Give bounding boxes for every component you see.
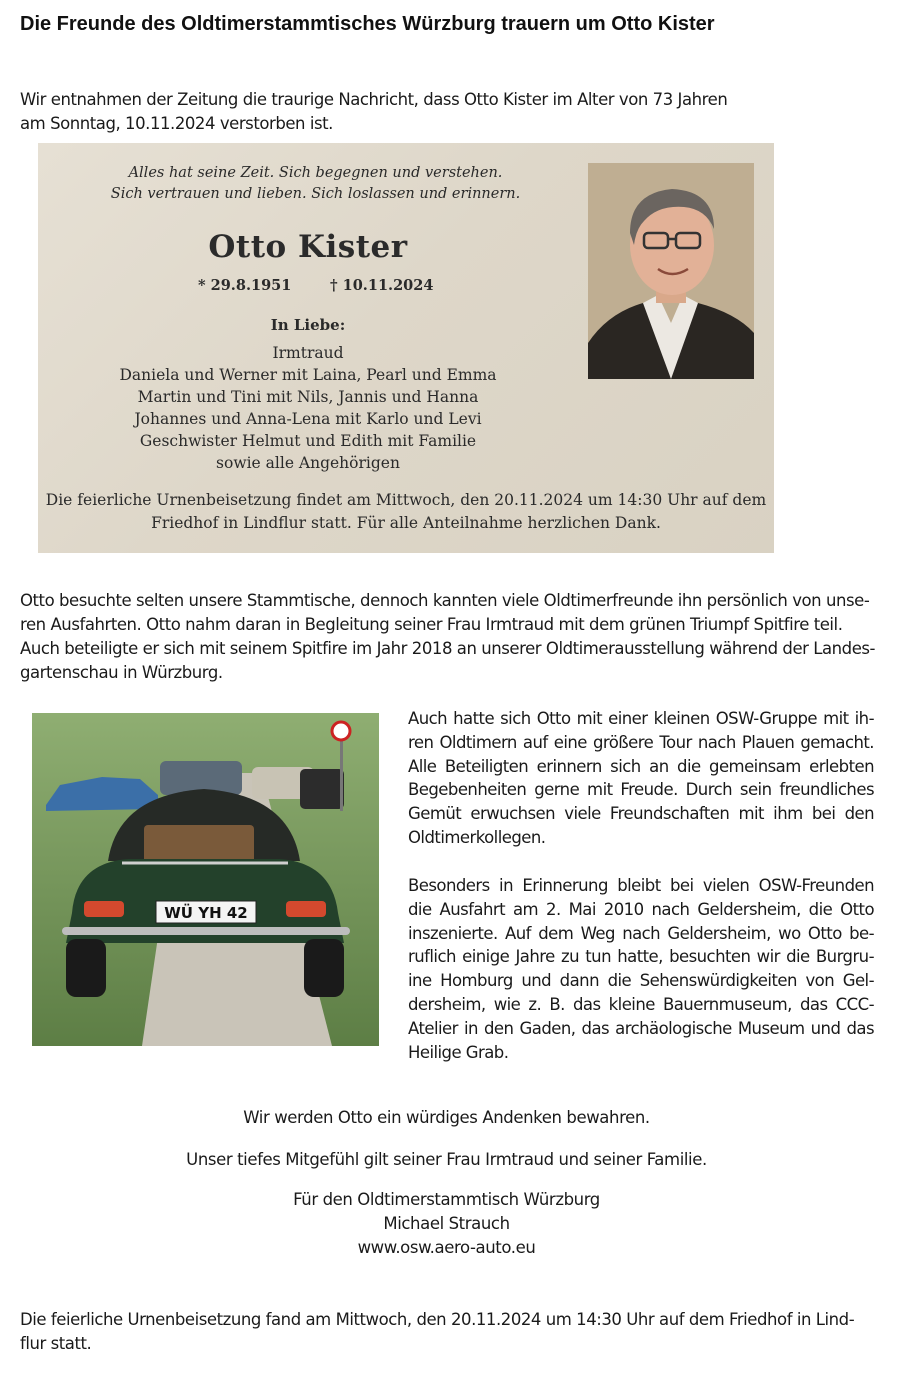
closing-line: Wir werden Otto ein würdiges Andenken bewahren. bbox=[243, 1108, 650, 1127]
signature-block bbox=[0, 1188, 893, 1260]
side-line: Gemüt erwuchsen viele Freundschaften mit ihm bei den bbox=[408, 804, 874, 824]
mourner-line: Geschwister Helmut und Edith mit Familie bbox=[139, 432, 477, 450]
body-paragraph-1 bbox=[20, 589, 880, 685]
funeral-notice bbox=[38, 489, 774, 535]
side-line: die Ausfahrt am 2. Mai 2010 nach Geldersheim, die Otto bbox=[408, 899, 874, 919]
side-line: dersheim, wie z. B. das kleine Bauernmuseum, das CCC- bbox=[408, 994, 874, 1014]
side-line: ruflich einige Jahre zu tun hatte, besuchten wir die Burgru- bbox=[408, 947, 874, 967]
side-paragraph-1 bbox=[408, 707, 874, 850]
body-line: Otto besuchte selten unsere Stammtische, dennoch kannten viele Oldtimerfreunde ihn persönlich von unse- bbox=[20, 591, 870, 610]
website-link[interactable]: www.osw.aero-auto.eu bbox=[357, 1238, 536, 1257]
mourners-list bbox=[38, 342, 578, 474]
side-line: Atelier in den Gaden, das archäologische Museum und das bbox=[408, 1018, 874, 1038]
intro-paragraph bbox=[20, 88, 780, 136]
in-liebe-heading: In Liebe: bbox=[270, 316, 346, 334]
notice-line: Die feierliche Urnenbeisetzung findet am Mittwoch, den 20.11.2024 um 14:30 Uhr auf dem bbox=[45, 491, 767, 509]
side-line: Oldtimerkollegen. bbox=[408, 827, 546, 847]
death-date: † 10.11.2024 bbox=[330, 277, 434, 294]
mourner-line: Irmtraud bbox=[272, 344, 344, 362]
car-illustration bbox=[32, 713, 379, 1046]
mourner-line: sowie alle Angehörigen bbox=[216, 454, 400, 472]
body-line: ren Ausfahrten. Otto nahm daran in Begleitung seiner Frau Irmtraud mit dem grünen Triumpf Spitfire teil. bbox=[20, 615, 843, 634]
side-line: Alle Beteiligten erinnern sich an die gemeinsam erlebten bbox=[408, 756, 874, 776]
side-line: Heilige Grab. bbox=[408, 1042, 509, 1062]
mourner-line: Martin und Tini mit Nils, Jannis und Hanna bbox=[137, 388, 479, 406]
side-paragraph-2 bbox=[408, 874, 874, 1064]
body-line: gartenschau in Würzburg. bbox=[20, 663, 223, 682]
license-plate-text: WÜ YH 42 bbox=[164, 904, 248, 922]
final-notice bbox=[20, 1308, 880, 1356]
mourner-line: Johannes und Anna-Lena mit Karlo und Levi bbox=[134, 410, 482, 428]
signature-org: Für den Oldtimerstammtisch Würzburg bbox=[293, 1190, 600, 1209]
side-line: Begebenheiten gerne mit Freude. Durch sein freundliches bbox=[408, 780, 874, 800]
mourner-line: Daniela und Werner mit Laina, Pearl und Emma bbox=[119, 366, 497, 384]
side-line: ren Oldtimern auf eine größere Tour nach Plauen gemacht. bbox=[408, 732, 874, 752]
side-line: Besonders in Erinnerung bleibt bei vielen OSW-Freunden bbox=[408, 876, 874, 895]
portrait-photo bbox=[588, 163, 754, 379]
spitfire-car-photo bbox=[32, 713, 379, 1046]
motto-line: Alles hat seine Zeit. Sich begegnen und verstehen. bbox=[128, 165, 503, 181]
obituary-name: Otto Kister bbox=[208, 229, 408, 265]
intro-line: am Sonntag, 10.11.2024 verstorben ist. bbox=[20, 114, 333, 133]
motto-line: Sich vertrauen und lieben. Sich loslassen und erinnern. bbox=[110, 186, 521, 202]
intro-line: Wir entnahmen der Zeitung die traurige Nachricht, dass Otto Kister im Alter von 73 Jahren bbox=[20, 90, 728, 109]
notice-line: Friedhof in Lindflur statt. Für alle Anteilnahme herzlichen Dank. bbox=[151, 514, 661, 532]
signature-name: Michael Strauch bbox=[383, 1214, 510, 1233]
body-line: Auch beteiligte er sich mit seinem Spitfire im Jahr 2018 an unserer Oldtimerausstellung während der Landes- bbox=[20, 639, 876, 658]
final-line: flur statt. bbox=[20, 1334, 92, 1353]
obituary-motto bbox=[38, 163, 593, 205]
side-line: inszenierte. Auf dem Weg nach Geldersheim, wo Otto be- bbox=[408, 923, 874, 943]
birth-date: * 29.8.1951 bbox=[198, 277, 292, 294]
final-line: Die feierliche Urnenbeisetzung fand am Mittwoch, den 20.11.2024 um 14:30 Uhr auf dem Friedhof in Lind- bbox=[20, 1310, 855, 1329]
side-line: Auch hatte sich Otto mit einer kleinen OSW-Gruppe mit ih- bbox=[408, 709, 874, 728]
side-line: ine Homburg und dann die Sehenswürdigkeiten von Gel- bbox=[408, 971, 874, 991]
portrait-illustration bbox=[588, 163, 754, 379]
page-title: Die Freunde des Oldtimerstammtisches Würzburg trauern um Otto Kister bbox=[20, 13, 715, 35]
condolence-line: Unser tiefes Mitgefühl gilt seiner Frau Irmtraud und seiner Familie. bbox=[186, 1150, 707, 1169]
obituary-clipping bbox=[38, 143, 774, 553]
